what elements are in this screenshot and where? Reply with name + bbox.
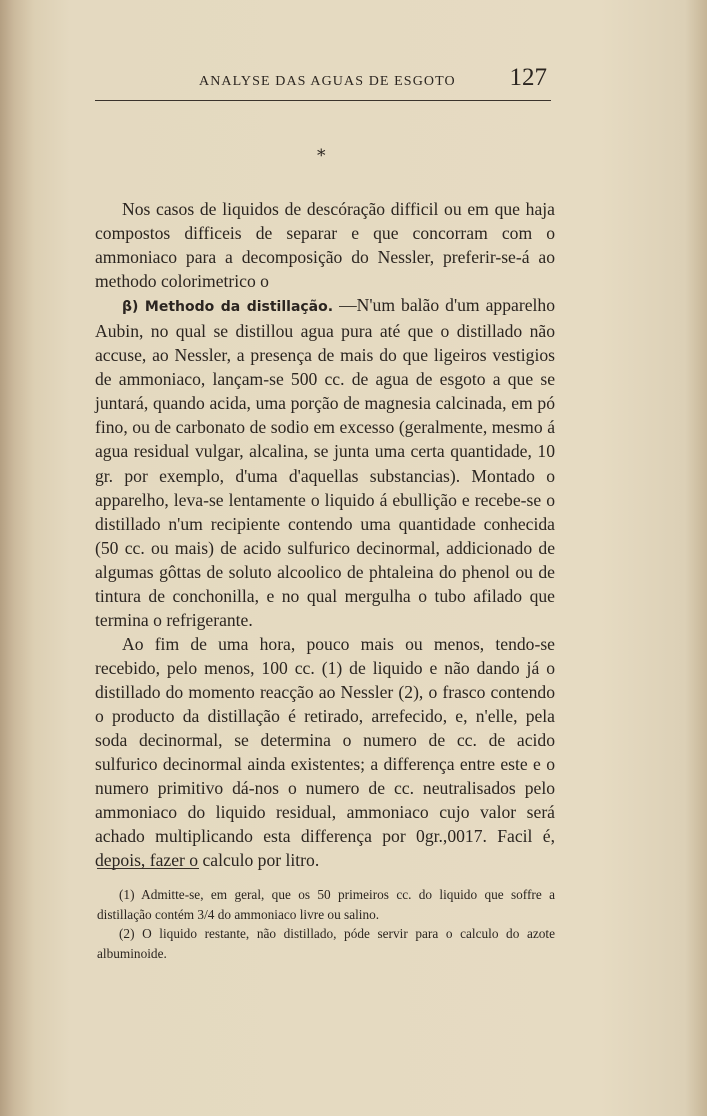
- footnote: (1) Admitte-se, em geral, que os 50 primeiros cc. do liquido que soffre a distillação contém 3/4 do ammoniaco livre ou salino.: [97, 887, 555, 922]
- body-text: [95, 197, 555, 872]
- page-header: [95, 62, 551, 101]
- paragraph-text: Nos casos de liquidos de descóração difficil ou em que haja compostos difficeis de separar e que concorram com o ammoniaco para a decomposição do Nessler, preferir-se-á ao methodo colorimetrico o: [95, 199, 555, 292]
- method-heading: β) Methodo da distillação.: [122, 299, 334, 316]
- footnote-rule: [97, 868, 199, 869]
- paragraph-text: Ao fim de uma hora, pouco mais ou menos, tendo-se recebido, pelo menos, 100 cc. (1) de liquido e não dando já o distillado do momento reacção ao Nessler (2), o frasco contendo o producto da distillação é retirado, arrefecido, e, n'elle, pela soda decinormal, se determina o numero de cc. de acido sulfurico decinormal ainda existentes; a differença entre este e o numero primitivo dá-nos o numero de cc. neutralisados pelo ammoniaco do liquido residual, ammoniaco cujo valor será achado multiplicando esta differença por 0gr.,0017. Facil é, depois, fazer o calculo por litro.: [95, 633, 555, 871]
- page-number: 127: [509, 64, 547, 91]
- running-title: ANALYSE DAS AGUAS DE ESGOTO: [199, 74, 456, 89]
- section-ornament: *: [317, 146, 326, 166]
- paragraph: [95, 632, 555, 872]
- paragraph: [95, 293, 555, 632]
- footnotes: [97, 885, 555, 963]
- paragraph-text: —N'um balão d'um apparelho Aubin, no qual se distillou agua pura até que o distillado não accuse, ao Nessler, a presença de mais do que ligeiros vestigios de ammoniaco, lançam-se 500 cc. de agua de esgoto a que se juntará, quando acida, uma porção de magnesia calcinada, em pó fino, ou de carbonato de sodio em excesso (geralmente, mesmo á agua residual vulgar, alcalina, se junta uma certa quantidade, 10 gr. por exemplo, d'uma d'aquellas substancias). Montado o apparelho, leva-se lentamente o liquido á ebullição e recebe-se o distillado n'um recipiente contendo uma quantidade conhecida (50 cc. ou mais) de acido sulfurico decinormal, addicionado de algumas gôttas de soluto alcoolico de phtaleina do phenol ou de tintura de conchonilla, e no qual mergulha o tubo afilado que termina o refrigerante.: [95, 295, 555, 630]
- footnote: (2) O liquido restante, não distillado, póde servir para o calculo do azote albuminoide.: [97, 926, 555, 961]
- paragraph: [95, 197, 555, 293]
